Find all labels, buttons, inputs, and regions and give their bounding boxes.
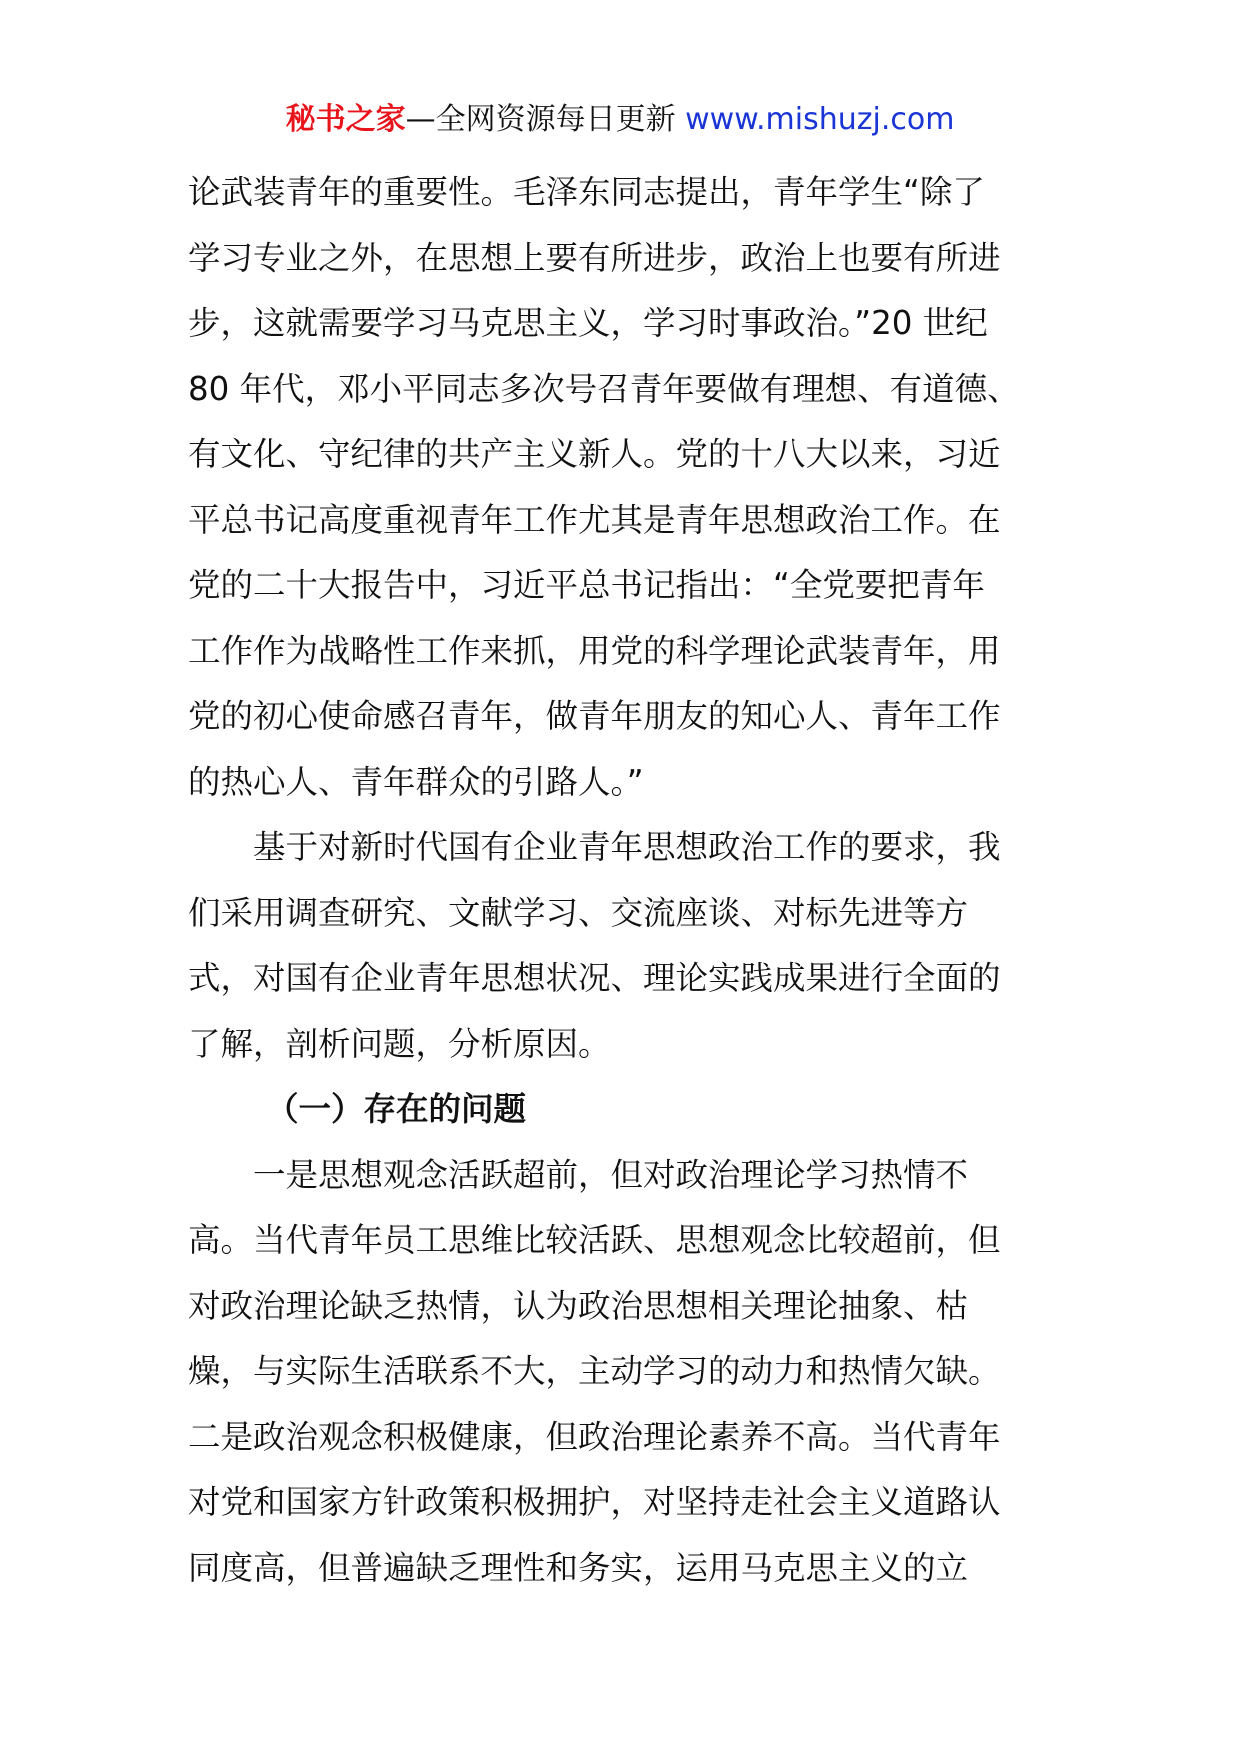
body-line: 了解，剖析问题，分析原因。 [188, 1024, 611, 1063]
body-line: 论武装青年的重要性。毛泽东同志提出，青年学生“除了 [188, 173, 985, 211]
body-line: 学习专业之外，在思想上要有所进步，政治上也要有所进 [188, 238, 1001, 277]
document-body [188, 160, 1058, 1601]
body-line: 们采用调查研究、文献学习、交流座谈、对标先进等方 [188, 893, 969, 932]
section-heading: （一）存在的问题 [266, 1090, 527, 1128]
body-line: 同度高，但普遍缺乏理性和务实，运用马克思主义的立 [188, 1548, 969, 1587]
body-line: 党的二十大报告中，习近平总书记指出：“全党要把青年 [188, 566, 985, 604]
body-line: 工作作为战略性工作来抓，用党的科学理论武装青年，用 [188, 631, 1001, 670]
body-line: 对党和国家方针政策积极拥护，对坚持走社会主义道路认 [188, 1483, 1001, 1521]
site-url-link[interactable]: www.mishuzj.com [685, 102, 955, 137]
body-line: 平总书记高度重视青年工作尤其是青年思想政治工作。在 [188, 500, 1001, 539]
body-line: 有文化、守纪律的共产主义新人。党的十八大以来，习近 [188, 435, 1001, 473]
body-line: 党的初心使命感召青年，做青年朋友的知心人、青年工作 [188, 697, 1001, 735]
brand-name: 秘书之家 [285, 102, 406, 137]
body-line: 式，对国有企业青年思想状况、理论实践成果进行全面的 [188, 959, 1001, 997]
body-line: 二是政治观念积极健康，但政治理论素养不高。当代青年 [188, 1417, 1001, 1456]
body-line: 一是思想观念活跃超前，但对政治理论学习热情不 [188, 1155, 969, 1194]
body-line: 燥，与实际生活联系不大，主动学习的动力和热情欠缺。 [188, 1352, 1001, 1390]
body-line: 80 年代，邓小平同志多次号召青年要做有理想、有道德、 [188, 369, 1020, 408]
header-tagline: —全网资源每日更新 [405, 102, 686, 137]
body-line: 基于对新时代国有企业青年思想政治工作的要求，我 [188, 828, 1001, 866]
body-line: 高。当代青年员工思维比较活跃、思想观念比较超前，但 [188, 1221, 1001, 1259]
body-line: 的热心人、青年群众的引路人。” [188, 762, 644, 801]
watermark-header [0, 98, 1240, 142]
body-line: 对政治理论缺乏热情，认为政治思想相关理论抽象、枯 [188, 1286, 969, 1325]
body-line: 步，这就需要学习马克思主义，学习时事政治。”20 世纪 [188, 304, 988, 342]
